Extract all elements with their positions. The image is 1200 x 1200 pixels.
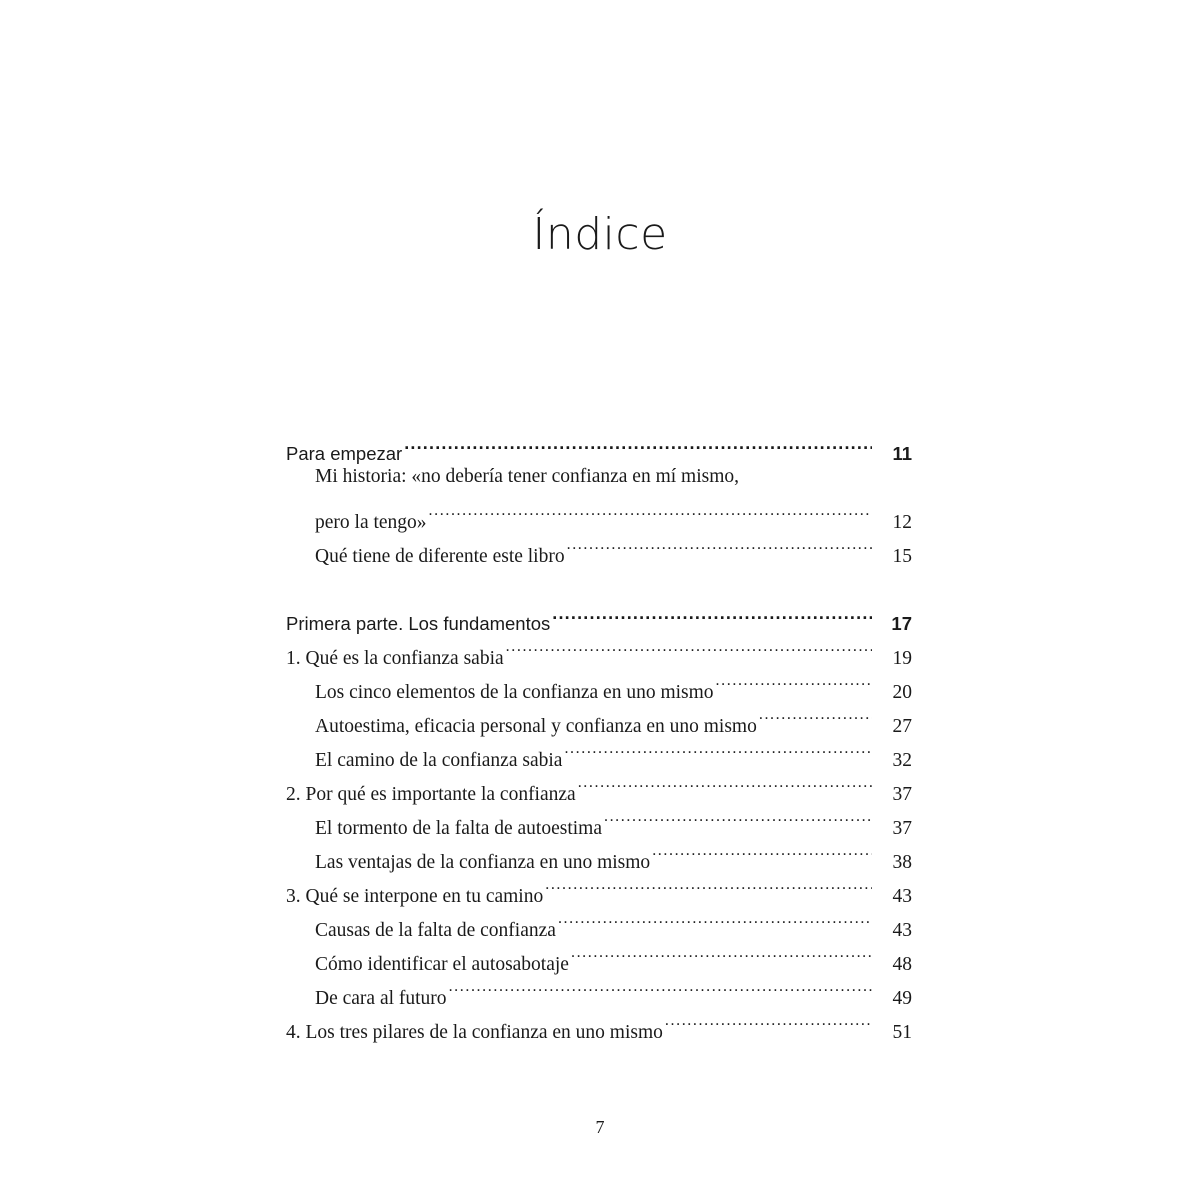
toc-entry-title: Para empezar [286, 443, 403, 464]
toc-entry-page: 49 [892, 988, 912, 1009]
toc-entry-title: El camino de la confianza sabia [315, 750, 563, 771]
page-number: 7 [595, 1117, 605, 1137]
toc-entry-title: Primera parte. Los fundamentos [286, 613, 551, 634]
toc-entry-title: 4. Los tres pilares de la confianza en uno mismo [286, 1022, 663, 1043]
toc-entry-para-empezar [286, 426, 912, 464]
dot-leader [759, 698, 872, 732]
dot-leader [449, 970, 872, 1004]
toc-entry-title: El tormento de la falta de autoestima [315, 818, 602, 839]
toc-entry-title: 3. Qué se interpone en tu camino [286, 886, 544, 907]
toc-entry-page: 17 [891, 613, 912, 634]
toc-entry-page: 48 [892, 954, 912, 975]
dot-leader [571, 936, 872, 970]
dot-leader [429, 494, 872, 528]
toc-entry-page: 19 [892, 648, 912, 669]
toc-entry-page: 27 [892, 716, 912, 737]
toc-entry-title: Los cinco elementos de la confianza en uno mismo [315, 682, 714, 703]
toc-entry-title: Las ventajas de la confianza en uno mismo [315, 852, 651, 873]
toc-entry-title: Qué tiene de diferente este libro [315, 546, 565, 567]
table-of-contents [286, 426, 912, 1043]
toc-entry-page: 12 [892, 512, 912, 533]
toc-entry-title: Autoestima, eficacia personal y confianza en uno mismo [315, 716, 757, 737]
dot-leader [564, 732, 872, 766]
toc-entry-title: Mi historia: «no debería tener confianza en mí mismo, [315, 466, 740, 487]
toc-entry-mi-historia-cont [286, 494, 912, 533]
dot-leader [404, 426, 872, 460]
toc-entry-mi-historia [286, 460, 912, 494]
toc-entry-primera-parte [286, 596, 912, 634]
toc-entry-page: 11 [892, 443, 912, 464]
toc-entry-title: Causas de la falta de confianza [315, 920, 556, 941]
dot-leader [665, 1004, 872, 1038]
toc-entry-page: 32 [892, 750, 912, 771]
dot-leader [716, 664, 872, 698]
dot-leader [652, 834, 872, 868]
toc-entry-page: 51 [892, 1022, 912, 1043]
toc-entry-title: pero la tengo» [315, 512, 427, 533]
toc-entry-page: 37 [892, 784, 912, 805]
toc-entry-page: 15 [892, 546, 912, 567]
toc-entry-title: Cómo identificar el autosabotaje [315, 954, 569, 975]
toc-entry-title: De cara al futuro [315, 988, 447, 1009]
toc-entry-page: 38 [892, 852, 912, 873]
toc-entry-page: 43 [892, 920, 912, 941]
toc-entry-title: 1. Qué es la confianza sabia [286, 648, 504, 669]
dot-leader [506, 630, 872, 664]
dot-leader [552, 596, 872, 630]
toc-entry-page: 43 [892, 886, 912, 907]
dot-leader [604, 800, 872, 834]
dot-leader [558, 902, 872, 936]
toc-entry-page: 37 [892, 818, 912, 839]
toc-entry-page: 20 [892, 682, 912, 703]
dot-leader [578, 766, 872, 800]
dot-leader [545, 868, 872, 902]
page-title: Índice [532, 209, 668, 260]
toc-entry-title: 2. Por qué es importante la confianza [286, 784, 576, 805]
dot-leader [567, 528, 872, 562]
